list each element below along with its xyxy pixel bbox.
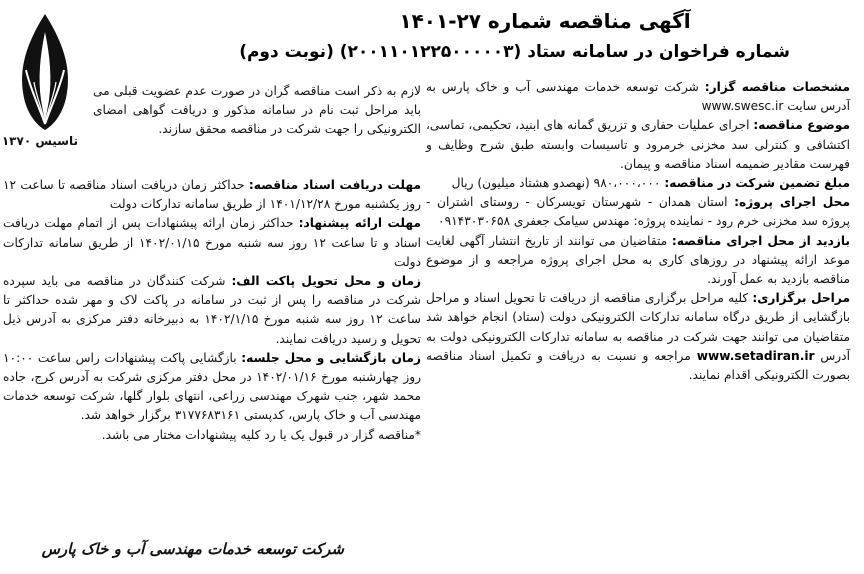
setad-website-link[interactable]: www.setadiran.ir [696,348,815,363]
tender-subject [426,116,850,174]
bid-deadline [3,214,421,272]
rejection-note [3,426,421,445]
tender-organizer [426,78,850,116]
company-signature: شرکت توسعه خدمات مهندسی آب و خاک پارس [41,540,344,558]
tender-organizer-text: شرکت توسعه خدمات مهندسی آب و خاک پارس به آدرس سایت [426,80,850,114]
organizer-website-link[interactable]: www.swesc.ir [701,99,784,114]
docs-deadline-text: حداکثر زمان دریافت اسناد مناقصه تا ساعت ۱۲ روز یکشنبه مورخ ۱۴۰۱/۱۲/۲۸ از طریق سامانه تدارکات دولت [3,178,421,212]
project-location-heading: محل اجرای پروژه: [734,195,850,210]
envelope-delivery [3,272,421,349]
tender-organizer-heading: مشخصات مناقصه گزار: [704,80,850,94]
notice-title [239,8,790,64]
tender-procedure-text: کلیه مراحل برگزاری مناقصه از دریافت تا تحویل اسناد و مراحل بازگشایی از طریق درگاه سامانه تدارکات الکترونیکی دولت (ستاد) انجام خواهد شد متقاضیان می توانند جهت شرکت در مناقصه به سامانه تدارکات الکترونیکی دولت به آدرس [426,291,850,363]
project-location [426,193,850,231]
site-visit [426,232,850,290]
flame-leaf-logo-icon [14,12,76,132]
envelope-delivery-heading: زمان و محل تحویل پاکت الف: [231,274,422,289]
bid-deadline-heading: مهلت ارائه پیشنهاد: [298,216,421,231]
registration-note: لازم به ذکر است مناقصه گران در صورت عدم عضویت قبلی می باید مراحل ثبت نام در سامانه مذکور و دریافت گواهی امضای الکترونیکی را جهت شرکت در مناقصه محقق سازند. [93,84,421,137]
rejection-note-text: *مناقصه گزار در قبول یک یا رد کلیه پیشنهادات مختار می باشد. [101,427,421,442]
left-column [3,176,421,445]
notice-title-line2: شماره فراخوان در سامانه ستاد (۲۰۰۱۱۰۱۲۲۵۰۰۰۰۰۳) (نوبت دوم) [239,42,790,62]
site-visit-text: متقاضیان می توانند از تاریخ انتشار آگهی لغایت موعد ارائه پیشنهاد در روزهای کاری به محل اجرای پروژه مراجعه و از موضوع مناقصه بازدید به عمل آورند. [426,233,850,287]
envelope-delivery-text: شرکت کنندگان در مناقصه می باید سپرده شرکت در مناقصه را پس از ثبت در سامانه در پاکت لاک و مهر شده حداکثر تا ساعت ۱۲ روز سه شنبه مورخ ۱۴۰۲/۱/۱۵ به دبیرخانه دفتر مرکزی به آدرس ذیل تحویل و رسید دریافت نمایند. [3,274,422,346]
opening-session-text: بازگشایی پاکت پیشنهادات راس ساعت ۱۰:۰۰ روز چهارشنبه مورخ ۱۴۰۲/۰۱/۱۶ در محل دفتر مرکزی شرکت به آدرس کرج، جاده محمد شهر، جنب شهرک مهندسی زراعی، انتهای بلوار گلها، شرکت توسعه خدمات مهندسی آب و خاک پارس، کدپستی ۳۱۷۷۶۸۳۱۶۱ برگزار خواهد شد. [3,350,421,423]
logo-founded-year: تاسیس ۱۳۷۰ [1,134,78,148]
docs-deadline-heading: مهلت دریافت اسناد مناقصه: [248,178,421,192]
bid-deadline-text: حداکثر زمان ارائه پیشنهادات پس از اتمام مهلت دریافت اسناد و تا ساعت ۱۲ روز سه شنبه مورخ ۱۴۰۲/۰۱/۱۵ از طریق سامانه تدارکات دولت [3,216,421,269]
tender-guarantee-heading: مبلغ تضمین شرکت در مناقصه: [664,176,850,191]
tender-guarantee [426,174,850,193]
right-column [426,78,850,385]
docs-deadline [3,176,421,214]
opening-session [3,349,421,426]
tender-procedure [426,289,850,385]
left-intro [93,82,421,140]
tender-guarantee-text: ۹۸۰،۰۰۰،۰۰۰ (نهصدو هشتاد میلیون) ریال [451,176,665,191]
tender-subject-text: اجرای عملیات حفاری و تزریق گمانه های ابنید، تحکیمی، تماسی، اکتشافی و کنترلی سد مخزنی خرمرود و تاسیسات وابسته طبق شرح وظایف و فهرست مقادیر ضمیمه اسناد مناقصه و پیمان. [426,118,850,171]
project-location-text: استان همدان - شهرستان تویسرکان - روستای اشتران - پروژه سد مخزنی خرم رود - نماینده پروژه: مهندس سیامک جعفری ۰۹۱۴۳۰۳۰۶۵۸ [426,195,850,229]
opening-session-heading: زمان بازگشایی و محل جلسه: [241,350,421,365]
tender-procedure-text-end: مراجعه و نسبت به دریافت و تکمیل اسناد مناقصه بصورت الکترونیکی اقدام نمایند. [426,348,850,383]
site-visit-heading: بازدید از محل اجرای مناقصه: [671,233,850,248]
notice-title-line1: آگهی مناقصه شماره ۲۷-۱۴۰۱ [399,9,691,33]
tender-procedure-heading: مراحل برگزاری: [752,291,850,306]
tender-subject-heading: موضوع مناقصه: [753,118,850,133]
